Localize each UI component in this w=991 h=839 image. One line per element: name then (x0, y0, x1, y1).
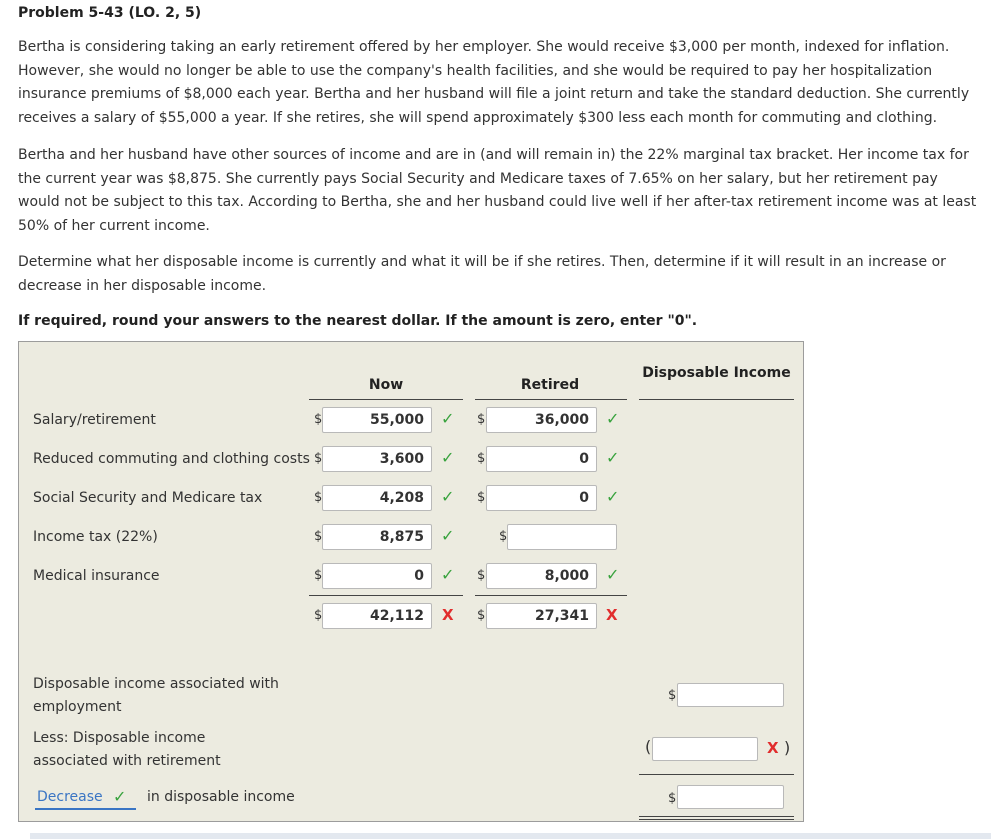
problem-paragraph-3: Determine what her disposable income is currently and what it will be if she retires. Then, determine if it will result in an increase or decrease in her disposable income. (18, 254, 946, 294)
row-label-commuting: Reduced commuting and clothing costs (33, 451, 310, 467)
dollar-sign: $ (314, 568, 323, 583)
input-total-now[interactable]: 42,112 (322, 603, 432, 629)
header-rule-retired (475, 399, 627, 400)
footer-bar (30, 833, 991, 839)
dollar-sign: $ (477, 412, 486, 427)
row-label-salary: Salary/retirement (33, 412, 156, 428)
input-less-retirement[interactable] (652, 737, 758, 761)
dollar-sign: $ (314, 451, 323, 466)
input-medical-retired[interactable]: 8,000 (486, 563, 597, 589)
check-icon: ✓ (113, 787, 127, 806)
cross-icon: X (767, 739, 779, 757)
header-now: Now (368, 377, 404, 393)
input-disposable-employment[interactable] (677, 683, 784, 707)
dollar-sign: $ (477, 451, 486, 466)
label-less-retirement: Less: Disposable income associated with retirement (33, 730, 221, 769)
answer-table-panel (18, 341, 804, 822)
cross-icon: X (606, 606, 618, 624)
label-disposable-employment: Disposable income associated with employment (33, 676, 279, 715)
problem-paragraph-2: Bertha and her husband have other sources of income and are in (and will remain in) the 22% marginal tax bracket. Her income tax for the current year was $8,875. She currently pays Social Security and Medicare taxes of 7.65% on her salary, but her retirement pay would not be subject to this tax. According to Bertha, she and her husband could live well if her after-tax retirement income was at least 50% of her current income. (18, 147, 977, 234)
input-total-retired[interactable]: 27,341 (486, 603, 597, 629)
input-change-amount[interactable] (677, 785, 784, 809)
check-icon: ✓ (441, 409, 455, 428)
input-income-tax-retired[interactable] (507, 524, 617, 550)
check-icon: ✓ (606, 487, 620, 506)
label-change-suffix: in disposable income (147, 789, 295, 805)
close-paren: ) (784, 738, 791, 757)
disposable-rule (639, 774, 794, 775)
input-income-tax-now[interactable]: 8,875 (322, 524, 432, 550)
dollar-sign: $ (668, 791, 677, 806)
dollar-sign: $ (314, 608, 323, 623)
header-disposable-income: Disposable Income (642, 365, 791, 381)
check-icon: ✓ (606, 409, 620, 428)
dollar-sign: $ (314, 412, 323, 427)
row-label-income-tax: Income tax (22%) (33, 529, 158, 545)
check-icon: ✓ (606, 565, 620, 584)
row-label-social-security: Social Security and Medicare tax (33, 490, 263, 506)
input-ss-now[interactable]: 4,208 (322, 485, 432, 511)
dollar-sign: $ (477, 608, 486, 623)
check-icon: ✓ (606, 448, 620, 467)
total-rule-retired (475, 595, 627, 596)
dollar-sign: $ (314, 529, 323, 544)
input-commuting-now[interactable]: 3,600 (322, 446, 432, 472)
problem-paragraph-1: Bertha is considering taking an early retirement offered by her employer. She would receive $3,000 per month, indexed for inflation. However, she would no longer be able to use the company's health facilities, and she would be required to pay her hospitalization insurance premiums of $8,000 each year. Bertha and her husband will file a joint return and take the standard deduction. She currently receives a salary of $55,000 a year. If she retires, she will spend approximately $300 less each month for commuting and clothing. (18, 39, 970, 126)
input-medical-now[interactable]: 0 (322, 563, 432, 589)
check-icon: ✓ (441, 448, 455, 467)
dollar-sign: $ (314, 490, 323, 505)
problem-title: Problem 5-43 (LO. 2, 5) (18, 5, 202, 21)
input-salary-retired[interactable]: 36,000 (486, 407, 597, 433)
change-dropdown[interactable]: Decrease (37, 789, 103, 805)
header-rule-disposable (639, 399, 794, 400)
check-icon: ✓ (441, 526, 455, 545)
input-salary-now[interactable]: 55,000 (322, 407, 432, 433)
check-icon: ✓ (441, 565, 455, 584)
change-dropdown-underline (35, 808, 136, 810)
double-rule-bottom (639, 819, 794, 820)
dollar-sign: $ (668, 688, 677, 703)
input-ss-retired[interactable]: 0 (486, 485, 597, 511)
check-icon: ✓ (441, 487, 455, 506)
header-rule-now (309, 399, 463, 400)
cross-icon: X (442, 606, 454, 624)
rounding-instruction: If required, round your answers to the nearest dollar. If the amount is zero, enter "0". (18, 313, 698, 329)
dollar-sign: $ (477, 490, 486, 505)
row-label-medical: Medical insurance (33, 568, 160, 584)
header-retired: Retired (520, 377, 580, 393)
input-commuting-retired[interactable]: 0 (486, 446, 597, 472)
total-rule-now (309, 595, 463, 596)
double-rule-top (639, 816, 794, 817)
open-paren: ( (645, 737, 652, 756)
dollar-sign: $ (499, 529, 508, 544)
dollar-sign: $ (477, 568, 486, 583)
